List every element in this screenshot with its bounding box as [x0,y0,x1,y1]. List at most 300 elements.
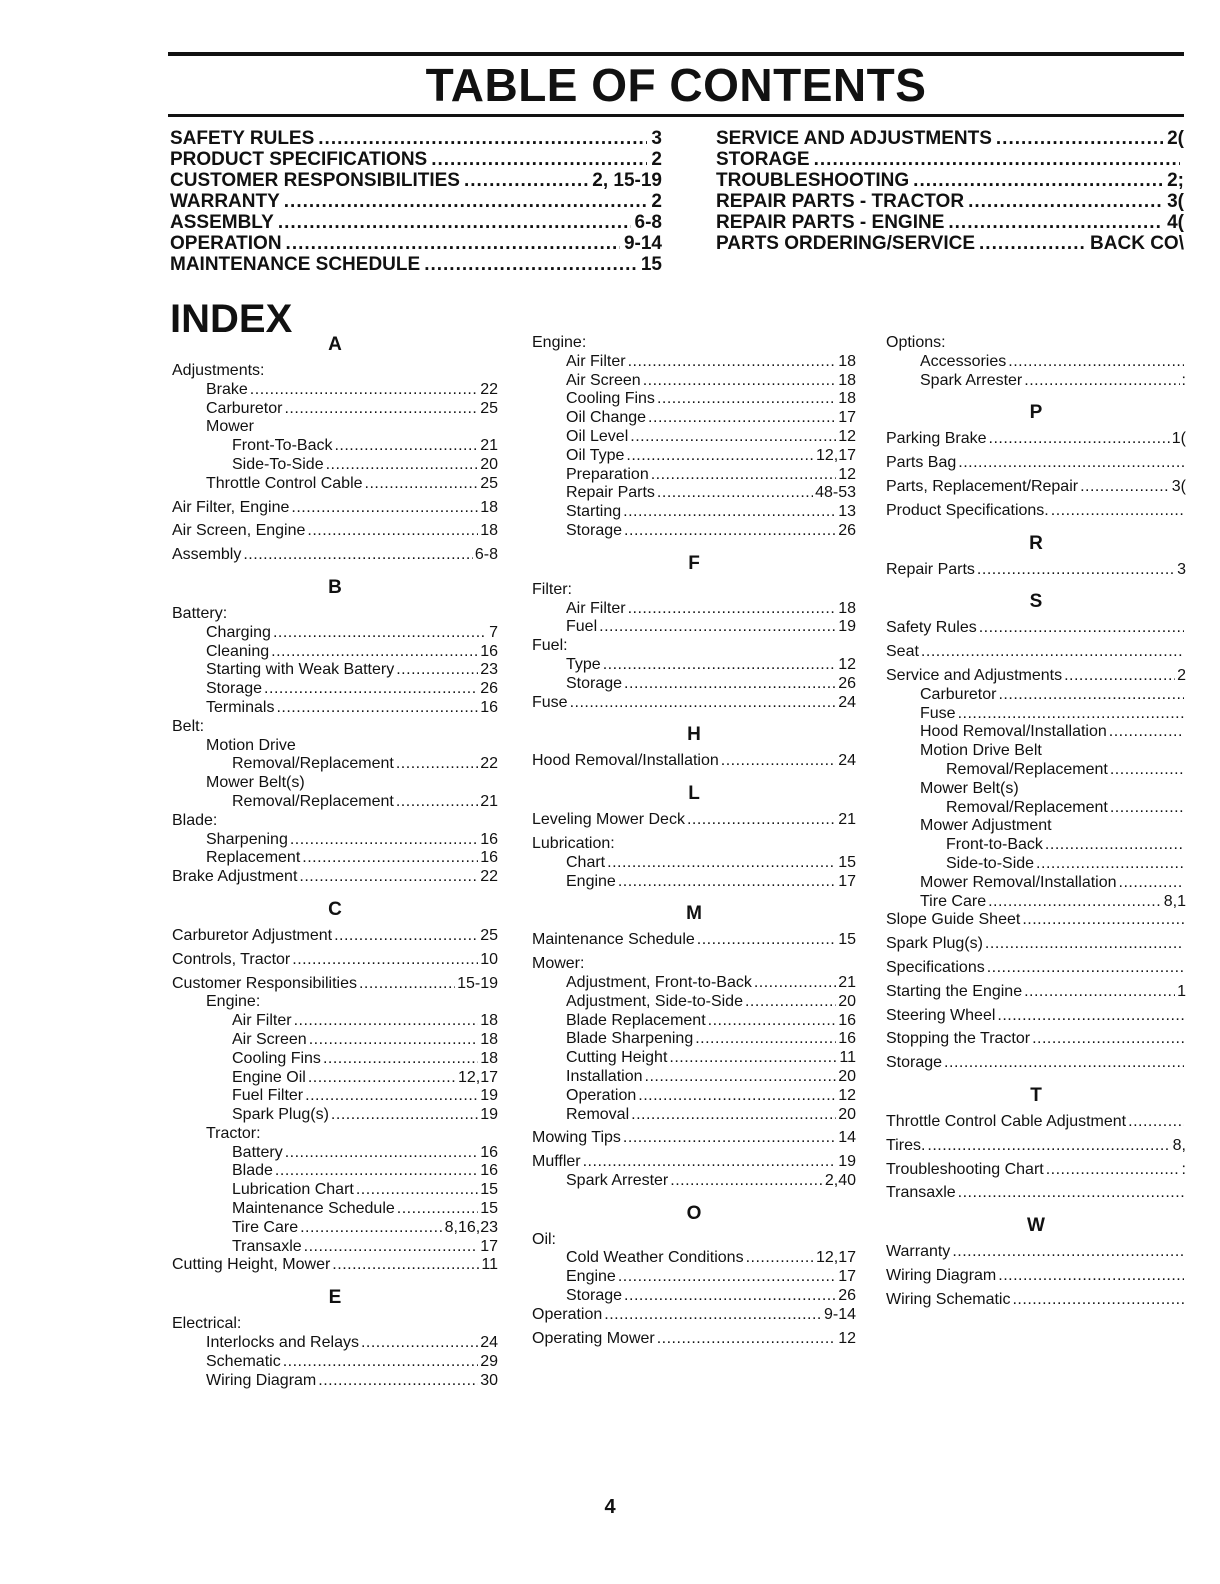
dot-leader [623,1129,836,1148]
dot-leader [424,254,637,275]
dot-leader [628,600,837,619]
index-entry-label: Throttle Control Cable [206,474,363,492]
index-entry-label: Hood Removal/Installation [532,752,719,770]
index-entry-label: Side-To-Side [232,455,324,473]
index-heading: INDEX [170,297,293,341]
toc-entry-label: SERVICE AND ADJUSTMENTS [716,128,992,149]
index-entry-label: Fuel Filter [232,1087,304,1105]
dot-leader [624,675,836,694]
index-entry [172,475,498,494]
index-entry-label: Parking Brake [886,430,987,448]
index-entry [172,680,498,699]
index-entry-label: Engine [566,872,616,890]
index-entry-label: Blade Sharpening [566,1030,694,1048]
index-entry-page: 6-8 [474,546,498,564]
index-entry-label: Air Filter [232,1012,292,1030]
dot-leader [1119,874,1184,893]
index-letter-heading: B [328,576,342,598]
index-entry-page: 16 [480,1162,498,1180]
index-entry-page: 15 [480,1200,498,1218]
index-entry [886,761,1186,780]
dot-leader [276,699,478,718]
toc-entry-page: 6-8 [634,212,662,233]
index-group-heading-label: Motion Drive Belt [920,742,1042,760]
index-entry [532,466,856,485]
index-entry-label: Storage [206,680,263,698]
index-entry [532,1030,856,1049]
index-group-heading-label: Engine: [206,993,261,1011]
toc-entry [716,212,1184,233]
index-entry-page: 17 [838,872,856,890]
index-entry-label: Storage [566,674,623,692]
page-title: TABLE OF CONTENTS [425,59,927,111]
index-group-heading [886,817,1186,836]
index-group-heading-label: Mower Belt(s) [920,779,1019,797]
index-letter-heading: E [328,1287,342,1309]
index-entry-label: Muffler [532,1153,581,1171]
index-entry-page: 16 [838,1011,856,1029]
index-entry-label: Product Specifications. [886,501,1049,519]
index-group-heading [886,742,1186,761]
dot-leader [626,447,814,466]
index-entry-page: 21 [838,973,856,991]
dot-leader [958,454,1184,473]
dot-leader [464,170,588,191]
dot-leader [657,390,836,409]
index-entry-page: 20 [838,1067,856,1085]
index-entry [532,752,856,771]
index-letter-heading: R [1029,532,1043,554]
index-entry-label: Wiring Diagram [886,1266,997,1284]
index-group-heading [172,718,498,737]
index-entry-page: 22 [480,755,498,773]
index-entry [532,1172,856,1191]
index-entry-label: Customer Responsibilities [172,974,357,992]
toc-entry-page: 2; [1167,170,1184,191]
index-entry-label: Cold Weather Conditions [566,1249,744,1267]
index-entry-label: Air Filter, Engine [172,498,290,516]
index-entry [886,983,1186,1002]
dot-leader [979,619,1184,638]
dot-leader [968,191,1163,212]
index-entry [532,353,856,372]
index-entry-page: 25 [480,926,498,944]
index-group-heading-label: Options: [886,334,946,351]
index-entry [172,1031,498,1050]
index-entry-label: Fuel [566,618,598,636]
toc-entry [716,149,1184,170]
index-letter-heading: M [686,903,702,925]
index-group-heading [172,362,498,381]
index-entry-page: 1 [1177,982,1186,1000]
index-entry-label: Cutting Height, Mower [172,1256,331,1274]
index-column-1 [172,334,498,1390]
index-group-heading-label: Filter: [532,580,572,598]
index-group-heading [172,812,498,831]
index-entry [886,1243,1186,1262]
dot-leader [334,437,478,456]
index-entry-page: 11 [839,1049,856,1067]
dot-leader [326,456,479,475]
index-entry-page: 12,17 [815,446,856,464]
index-entry-label: Transaxle [232,1237,302,1255]
index-entry-label: Installation [566,1067,643,1085]
index-entry-page: 1( [1171,430,1186,448]
dot-leader [998,686,1184,705]
dot-leader [1080,478,1170,497]
index-entry [172,1181,498,1200]
dot-leader [396,661,478,680]
toc-entry-page: 2, 15-19 [592,170,662,191]
index-entry-page: 29 [480,1352,498,1370]
index-entry [886,643,1186,662]
index-column-3 [886,334,1186,1309]
toc-entry-page: 3( [1167,191,1184,212]
index-entry-label: Fuse [532,693,568,711]
index-entry-page: 15-19 [457,974,498,992]
dot-leader [952,1243,1184,1262]
index-entry [886,1291,1186,1310]
index-entry [532,993,856,1012]
index-entry-label: Cooling Fins [566,390,655,408]
index-entry-page: 15 [838,931,856,949]
index-entry-label: Air Filter [566,599,626,617]
index-entry-page: 17 [838,1268,856,1286]
index-group-heading-label: Lubrication: [532,834,615,852]
index-entry-page: 12 [838,1329,856,1347]
index-entry-label: Maintenance Schedule [232,1200,395,1218]
index-entry [886,1030,1186,1049]
index-group-heading-label: Electrical: [172,1315,242,1333]
index-entry-label: Stopping the Tractor [886,1030,1031,1048]
dot-leader [396,793,478,812]
dot-leader [1045,836,1184,855]
index-entry [172,699,498,718]
index-entry-label: Spark Plug(s) [886,935,983,953]
index-entry-page: 9-14 [823,1305,856,1323]
dot-leader [754,974,836,993]
index-entry [532,1012,856,1031]
dot-leader [628,353,837,372]
index-entry-label: Maintenance Schedule [532,931,695,949]
index-entry-label: Carburetor [206,399,283,417]
index-entry-label: Cleaning [206,642,270,660]
dot-leader [331,1106,478,1125]
index-entry-label: Brake [206,380,248,398]
dot-leader [624,522,836,541]
index-entry-page: 19 [838,618,856,636]
toc-entry [170,170,662,191]
index-group-heading [532,1231,856,1250]
index-entry [532,1268,856,1287]
dot-leader [631,1106,836,1125]
toc-entry [716,170,1184,191]
toc-right-column [716,128,1184,254]
toc-entry [716,191,1184,212]
dot-leader [1036,855,1184,874]
toc-entry-page: 9-14 [623,233,662,254]
index-entry [172,437,498,456]
index-group-heading-label: Tractor: [206,1124,261,1142]
toc-entry [170,191,662,212]
index-entry-label: Interlocks and Relays [206,1334,359,1352]
index-entry-label: Repair Parts [566,484,655,502]
index-entry-label: Storage [566,521,623,539]
dot-leader [291,499,478,518]
index-entry-label: Starting the Engine [886,982,1023,1000]
index-entry [886,353,1186,372]
dot-leader [1051,502,1184,521]
dot-leader [670,1172,823,1191]
toc-entry-page: 2 [651,191,662,212]
index-entry-label: Adjustment, Front-to-Back [566,973,752,991]
dot-leader [318,128,647,149]
index-entry [532,873,856,892]
toc-entry [716,233,1184,254]
index-entry-page: 3 [1177,560,1186,578]
index-entry-label: Removal/Replacement [232,792,394,810]
dot-leader [284,400,478,419]
index-entry [172,1353,498,1372]
index-group-heading [172,737,498,756]
index-entry [532,484,856,503]
dot-leader [745,993,836,1012]
index-entry-label: Throttle Control Cable Adjustment [886,1112,1127,1130]
index-entry [532,931,856,950]
index-entry-page: 48-53 [815,484,856,502]
dot-leader [979,233,1086,254]
index-entry-page: 23 [480,661,498,679]
index-group-heading [886,334,1186,353]
index-entry-page: 20 [838,992,856,1010]
index-entry-label: Starting [566,503,622,521]
index-entry-label: Tire Care [920,892,987,910]
dot-leader [958,705,1184,724]
dot-leader [359,975,455,994]
index-group-heading-label: Oil: [532,1230,556,1248]
index-entry-page: 30 [480,1371,498,1389]
index-entry-page: 20 [480,455,498,473]
index-entry-page: 13 [838,503,856,521]
index-entry [886,454,1186,473]
index-letter-heading: P [1029,402,1043,424]
dot-leader [657,484,813,503]
dot-leader [948,212,1163,233]
index-group-heading [532,835,856,854]
index-entry-label: Air Screen [566,371,641,389]
index-entry-page: 22 [480,380,498,398]
index-entry [172,849,498,868]
index-entry-label: Tire Care [232,1218,299,1236]
index-entry [172,755,498,774]
toc-entry-label: REPAIR PARTS - ENGINE [716,212,945,233]
index-group-heading-label: Mower: [532,955,585,973]
index-entry-page: 12 [838,655,856,673]
index-entry [532,1153,856,1172]
index-entry [886,1113,1186,1132]
dot-leader [643,372,837,391]
index-entry-label: Air Screen [232,1030,307,1048]
dot-leader [1024,983,1175,1002]
dot-leader [997,1007,1184,1026]
toc-entry [170,128,662,149]
dot-leader [651,466,836,485]
dot-leader [292,951,478,970]
index-entry-label: Front-To-Back [232,437,333,455]
index-entry-label: Air Filter [566,352,626,370]
index-entry-label: Type [566,655,601,673]
index-entry [886,372,1186,391]
index-entry-label: Engine [566,1268,616,1286]
index-entry [886,561,1186,580]
index-entry [172,1219,498,1238]
index-entry-label: Spark Arrester [920,371,1023,389]
dot-leader [304,1238,479,1257]
index-entry-page: 8,1 [1163,892,1186,910]
dot-leader [607,854,836,873]
index-entry [172,1200,498,1219]
index-entry-label: Replacement [206,849,301,867]
index-entry-label: Safety Rules [886,619,977,637]
index-entry-label: Carburetor Adjustment [172,926,333,944]
index-entry [886,723,1186,742]
index-entry-label: Front-to-Back [946,836,1043,854]
dot-leader [1024,372,1179,391]
dot-leader [286,233,620,254]
index-group-heading [532,637,856,656]
index-letter-heading: T [1030,1084,1042,1106]
index-entry-page: 21 [480,792,498,810]
index-entry-label: Spark Arrester [566,1171,669,1189]
index-entry [532,1068,856,1087]
dot-leader [927,1137,1170,1156]
index-entry [172,975,498,994]
index-entry-label: Removal/Replacement [946,760,1108,778]
index-entry-label: Accessories [920,352,1007,370]
index-entry-label: Wiring Schematic [886,1290,1011,1308]
index-entry [532,600,856,619]
index-group-heading [172,1315,498,1334]
dot-leader [721,752,836,771]
index-entry [172,1050,498,1069]
index-entry-page: 12 [838,1086,856,1104]
index-entry [172,661,498,680]
dot-leader [1109,723,1184,742]
toc-entry [716,128,1184,149]
dot-leader [1008,353,1184,372]
index-entry-page: 19 [480,1087,498,1105]
index-entry-page: : [1181,1160,1186,1178]
index-letter-heading: L [688,783,700,805]
index-entry [886,502,1186,521]
index-entry-page: 24 [838,752,856,770]
index-entry [532,1106,856,1125]
index-entry [886,667,1186,686]
dot-leader [284,191,648,212]
index-entry-page: 19 [480,1106,498,1124]
dot-leader [1012,1291,1184,1310]
dot-leader [361,1334,478,1353]
dot-leader [1064,667,1175,686]
index-entry-label: Side-to-Side [946,854,1035,872]
index-entry-page: 16 [480,830,498,848]
index-entry [172,1106,498,1125]
dot-leader [998,1267,1184,1286]
index-entry [532,675,856,694]
dot-leader [334,927,478,946]
index-entry [172,1144,498,1163]
dot-leader [365,475,479,494]
index-group-heading [172,605,498,624]
toc-entry [170,149,662,170]
toc-entry-label: PRODUCT SPECIFICATIONS [170,149,428,170]
dot-leader [583,1153,837,1172]
index-entry-page: 18 [838,371,856,389]
index-entry-page: 2 [1177,666,1186,684]
dot-leader [570,694,837,713]
index-entry [172,793,498,812]
index-entry-label: Battery [232,1143,283,1161]
index-entry-page: 16 [480,1143,498,1161]
dot-leader [431,149,647,170]
index-entry-label: Controls, Tractor [172,950,291,968]
index-entry-page: : [1181,371,1186,389]
index-group-heading [172,418,498,437]
index-entry-page: 21 [480,437,498,455]
dot-leader [250,381,478,400]
dot-leader [396,755,478,774]
index-group-heading-label: Battery: [172,604,228,622]
index-entry-page: 21 [838,811,856,829]
dot-leader [1128,1113,1184,1132]
index-entry-page: 18 [480,1012,498,1030]
dot-leader [630,428,836,447]
index-entry-page: 22 [480,868,498,886]
dot-leader [987,959,1184,978]
index-entry [172,1162,498,1181]
index-entry [532,1129,856,1148]
dot-leader [278,212,631,233]
dot-leader [323,1050,478,1069]
index-column-2 [532,334,856,1348]
index-entry [886,478,1186,497]
index-entry-label: Operation [566,1086,637,1104]
index-entry-label: Leveling Mower Deck [532,811,685,829]
index-group-heading [532,581,856,600]
index-group-heading-label: Fuel: [532,637,568,655]
dot-leader [746,1249,814,1268]
index-entry-label: Starting with Weak Battery [206,661,395,679]
dot-leader [618,873,836,892]
index-entry-page: 17 [838,409,856,427]
index-entry-page: 11 [481,1256,498,1274]
page-number: 4 [604,1496,616,1518]
dot-leader [623,503,836,522]
index-entry-label: Parts Bag [886,454,957,472]
index-entry [886,705,1186,724]
toc-entry-label: CUSTOMER RESPONSIBILITIES [170,170,460,191]
index-letter-heading: W [1027,1215,1045,1237]
dot-leader [332,1256,479,1275]
index-entry-label: Fuse [920,704,956,722]
index-entry-page: 18 [838,352,856,370]
index-entry [532,1049,856,1068]
index-entry-label: Preparation [566,465,649,483]
index-entry-page: 8, [1172,1136,1186,1154]
index-entry [172,1334,498,1353]
index-entry-page: 24 [838,693,856,711]
index-entry-label: Engine Oil [232,1068,306,1086]
